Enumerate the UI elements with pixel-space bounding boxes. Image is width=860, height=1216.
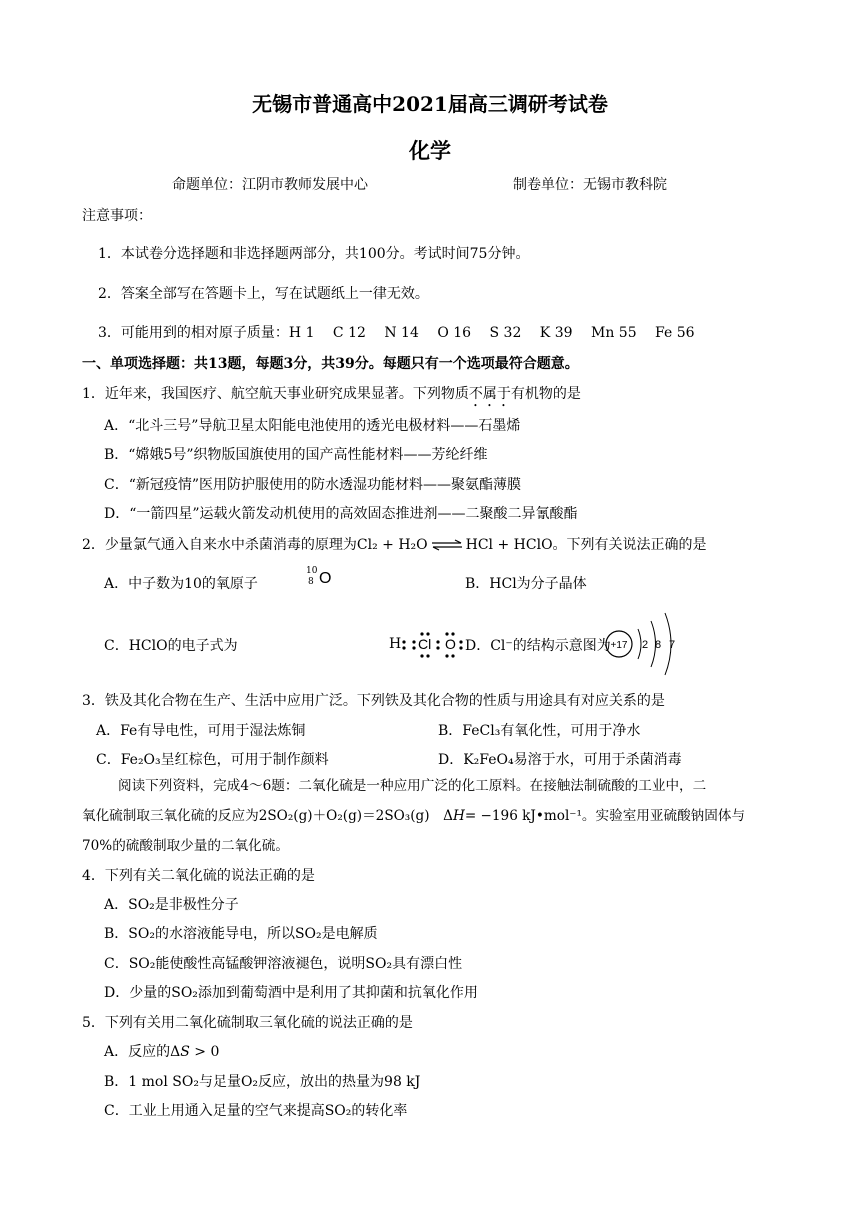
q5-option-a-part: > 0 — [189, 1044, 220, 1060]
q5-option-a — [104, 1044, 219, 1061]
exam-title: 无锡市普通高中2021届高三调研考试卷 — [252, 92, 608, 116]
question-2-stem — [82, 537, 707, 554]
lewis-o: O — [445, 636, 456, 652]
equilibrium-arrow-icon — [430, 539, 464, 551]
shell-electrons: 2 — [641, 639, 649, 651]
q2-option-a: A．中子数为10的氧原子 — [104, 576, 258, 592]
question-3-stem: 3．铁及其化合物在生产、生活中应用广泛。下列铁及其化合物的性质与用途具有对应关系的是 — [82, 693, 665, 709]
lewis-cl: Cl — [418, 636, 432, 652]
nucleus-charge: +17 — [610, 640, 628, 651]
lewis-h: H — [389, 636, 402, 652]
section-heading: 一、单项选择题：共13题，每题3分，共39分。每题只有一个选项最符合题意。 — [82, 356, 579, 372]
lewis-structure — [389, 627, 469, 661]
q4-option-c: C．SO₂能使酸性高锰酸钾溶液褪色，说明SO₂具有漂白性 — [104, 956, 463, 972]
reading-material-line: 阅读下列资料，完成4～6题：二氧化硫是一种应用广泛的化工原料。在接触法制硫酸的工业中，二 — [118, 778, 707, 794]
q5-option-a-part: A．反应的Δ — [104, 1044, 181, 1060]
print-unit: 制卷单位：无锡市教科院 — [513, 177, 667, 193]
q4-option-a: A．SO₂是非极性分子 — [104, 897, 239, 913]
q1-option-a: A．“北斗三号”导航卫星太阳能电池使用的透光电极材料——石墨烯 — [104, 418, 521, 434]
reading-material-line: 70%的硫酸制取少量的二氧化硫。 — [82, 838, 289, 854]
shell-electrons: 8 — [654, 639, 662, 651]
nuclide-symbol — [306, 566, 336, 596]
q5-option-c: C．工业上用通入足量的空气来提高SO₂的转化率 — [104, 1103, 408, 1119]
q4-option-b: B．SO₂的水溶液能导电，所以SO₂是电解质 — [104, 926, 378, 942]
q2-option-b: B．HCl为分子晶体 — [465, 576, 587, 592]
q1-option-d: D．“一箭四星”运载火箭发动机使用的高效固态推进剂——二聚酸二异氰酸酯 — [104, 506, 578, 522]
atomic-number: 8 — [308, 577, 314, 587]
q1-option-b: B．“嫦娥5号”织物版国旗使用的国产高性能材料——芳纶纤维 — [104, 447, 488, 463]
electron-dots-icon — [389, 627, 469, 661]
q2-stem-part: 2．少量氯气通入自来水中杀菌消毒的原理为Cl₂ + H₂O — [82, 537, 428, 553]
subject-title: 化学 — [409, 138, 451, 163]
question-5-stem: 5．下列有关用二氧化硫制取三氧化硫的说法正确的是 — [82, 1015, 413, 1031]
author-unit: 命题单位：江阴市教师发展中心 — [172, 177, 368, 193]
shell-electrons: 7 — [668, 639, 676, 651]
question-1-stem — [82, 386, 581, 410]
mass-number: 10 — [306, 566, 318, 576]
reading-part: 氧化硫制取三氧化硫的反应为2SO₂(g)＋O₂(g)＝2SO₃(g) Δ — [82, 808, 453, 824]
reading-part: = −196 kJ•mol⁻¹。实验室用亚硫酸钠固体与 — [464, 808, 746, 824]
q2-option-d — [465, 638, 611, 655]
notes-label: 注意事项： — [82, 208, 152, 224]
q3-option-d: D．K₂FeO₄易溶于水，可用于杀菌消毒 — [438, 752, 682, 768]
q3-option-b: B．FeCl₃有氧化性，可用于净水 — [438, 723, 641, 739]
note-item: 1．本试卷分选择题和非选择题两部分，共100分。考试时间75分钟。 — [98, 246, 530, 262]
note-item: 3．可能用到的相对原子质量：H 1 C 12 N 14 O 16 S 32 K 39 Mn 55 Fe 56 — [98, 325, 695, 341]
q4-option-d: D．少量的SO₂添加到葡萄酒中是利用了其抑菌和抗氧化作用 — [104, 985, 478, 1001]
chloride-ion-structure-icon — [604, 609, 684, 679]
enthalpy-symbol: H — [452, 808, 465, 824]
q1-option-c: C．“新冠疫情”医用防护服使用的防水透湿功能材料——聚氨酯薄膜 — [104, 477, 522, 493]
q2-option-c: C．HClO的电子式为 — [104, 638, 238, 654]
q2-stem-part: HCl + HClO。下列有关说法正确的是 — [465, 537, 707, 553]
question-4-stem: 4．下列有关二氧化硫的说法正确的是 — [82, 868, 315, 884]
q3-option-c: C．Fe₂O₃呈红棕色，可用于制作颜料 — [96, 752, 329, 768]
element-symbol: O — [319, 570, 332, 587]
q5-option-b: B．1 mol SO₂与足量O₂反应，放出的热量为98 kJ — [104, 1074, 421, 1090]
q2-option-d-label: D．Cl⁻的结构示意图为 — [465, 638, 611, 654]
reading-material-line — [82, 808, 745, 824]
q1-stem-part: 1．近年来，我国医疗、航空航天事业研究成果显著。下列物质 — [82, 386, 469, 402]
note-item: 2．答案全部写在答题卡上，写在试题纸上一律无效。 — [98, 286, 429, 302]
q3-option-a: A．Fe有导电性，可用于湿法炼铜 — [96, 723, 306, 739]
entropy-symbol: S — [180, 1044, 190, 1060]
q1-stem-part: 有机物的是 — [510, 386, 581, 402]
q1-stem-emphasis: 不属于 — [468, 386, 511, 402]
